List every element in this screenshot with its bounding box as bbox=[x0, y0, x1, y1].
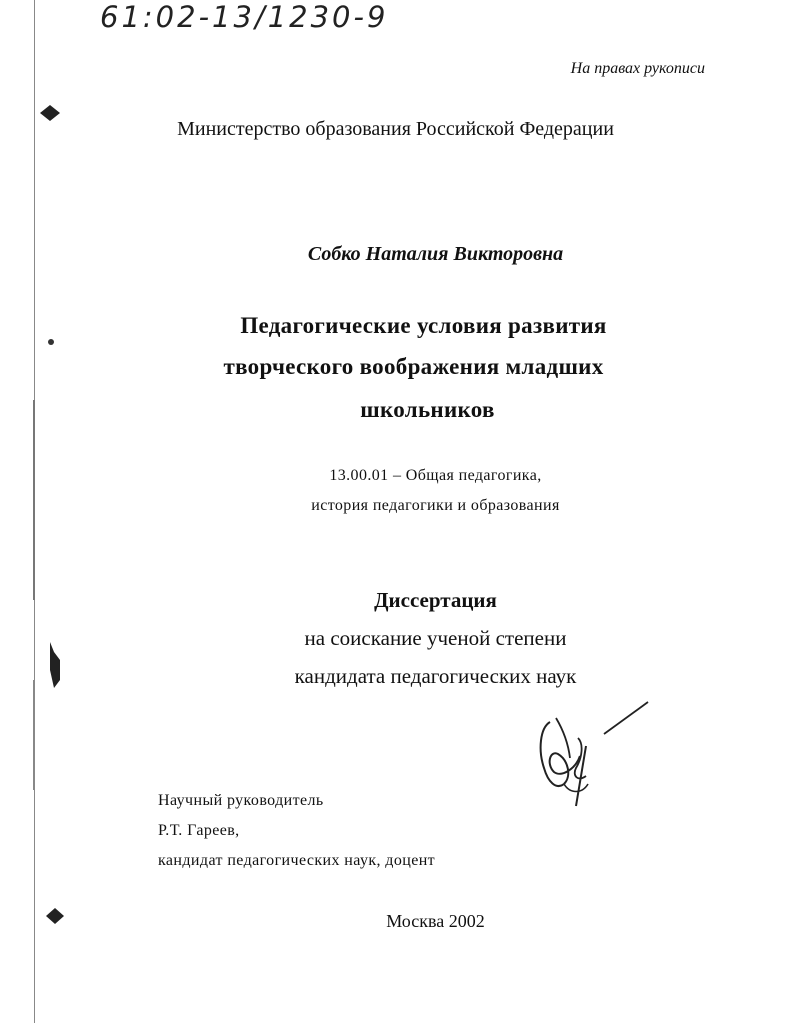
rights-note: На правах рукописи bbox=[570, 60, 705, 77]
degree-line-2: кандидата педагогических наук bbox=[294, 664, 577, 688]
scan-dot-icon bbox=[47, 338, 55, 346]
supervisor-name: Р.Т. Гареев, bbox=[158, 822, 240, 839]
supervisor-label: Научный руководитель bbox=[158, 792, 324, 809]
title-line-2: творческого воображения младших bbox=[223, 354, 604, 379]
degree-line-1: на соискание ученой степени bbox=[304, 626, 567, 650]
author-name: Собко Наталия Викторовна bbox=[307, 243, 564, 265]
scan-margin-noise-2 bbox=[33, 680, 35, 790]
scan-margin-noise bbox=[33, 400, 35, 600]
ministry-name: Министерство образования Российской Федерации bbox=[177, 118, 614, 140]
specialty-line-1: 13.00.01 – Общая педагогика, bbox=[329, 467, 542, 484]
handwritten-archive-code: 61:02-13/1230-9 bbox=[100, 0, 389, 34]
city-year: Москва 2002 bbox=[386, 911, 485, 931]
title-line-3: школьников bbox=[360, 397, 495, 422]
title-line-1: Педагогические условия развития bbox=[240, 313, 607, 338]
specialty-line-2: история педагогики и образования bbox=[311, 497, 560, 514]
supervisor-degree: кандидат педагогических наук, доцент bbox=[158, 852, 436, 869]
dissertation-label: Диссертация bbox=[374, 588, 497, 612]
handwritten-signature bbox=[528, 698, 658, 813]
